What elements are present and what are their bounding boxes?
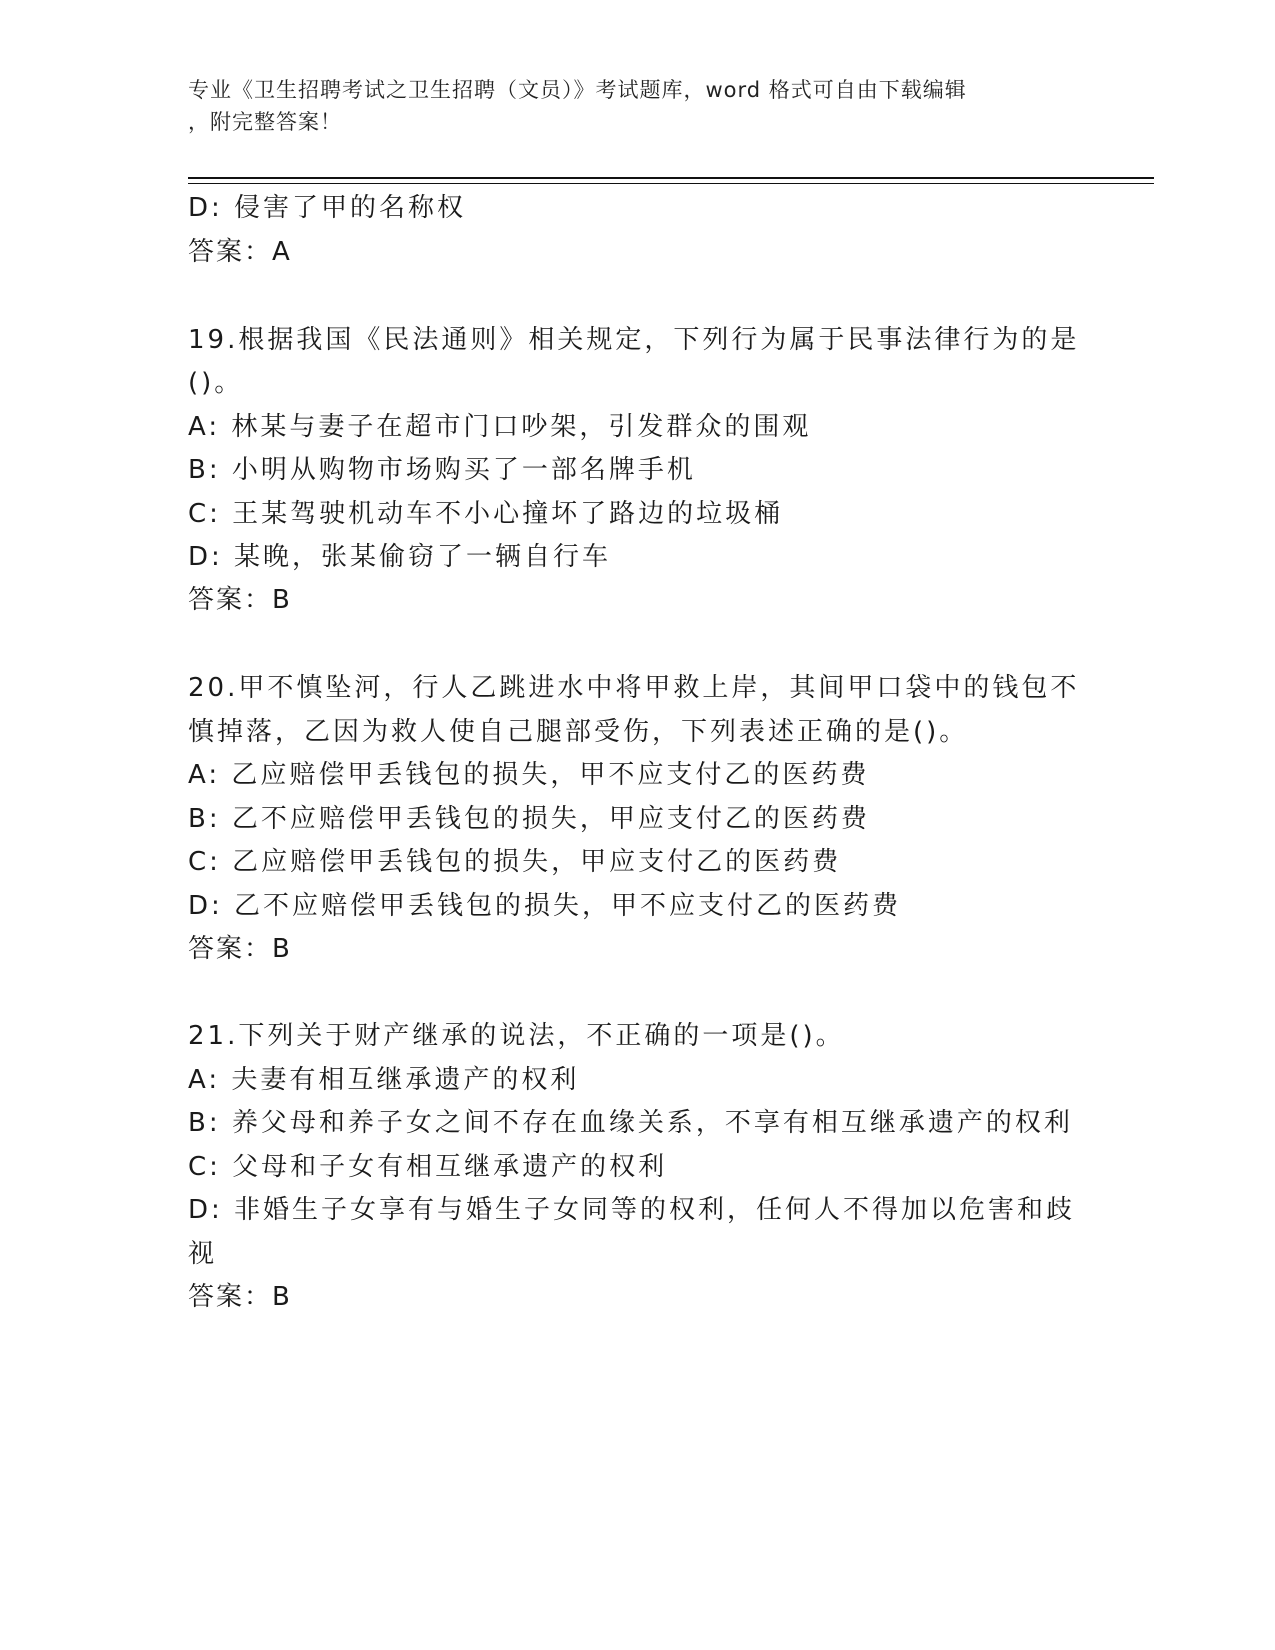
q19-stem-line-2: ()。 bbox=[188, 368, 244, 398]
q21-option-d-line-2: 视 bbox=[188, 1239, 218, 1269]
header-line-2: ，附完整答案！ bbox=[188, 110, 342, 134]
q21-answer: 答案：B bbox=[188, 1282, 292, 1312]
header-line-1: 专业《卫生招聘考试之卫生招聘（文员）》考试题库，word 格式可自由下载编辑 bbox=[188, 78, 967, 102]
q20-option-d: D: 乙不应赔偿甲丢钱包的损失，甲不应支付乙的医药费 bbox=[188, 891, 902, 921]
prev-answer: 答案：A bbox=[188, 237, 292, 267]
q21-option-c: C: 父母和子女有相互继承遗产的权利 bbox=[188, 1152, 668, 1182]
q19-answer: 答案：B bbox=[188, 585, 292, 615]
header-divider-thin bbox=[188, 183, 1154, 184]
q20-stem-line-1: 20.甲不慎坠河，行人乙跳进水中将甲救上岸，其间甲口袋中的钱包不 bbox=[188, 673, 1080, 703]
page-header bbox=[188, 74, 1068, 138]
q21-option-b: B: 养父母和养子女之间不存在血缘关系，不享有相互继承遗产的权利 bbox=[188, 1108, 1073, 1138]
q20-answer: 答案：B bbox=[188, 934, 292, 964]
q19-option-c: C: 王某驾驶机动车不小心撞坏了路边的垃圾桶 bbox=[188, 499, 784, 529]
q21-stem-line-1: 21.下列关于财产继承的说法，不正确的一项是()。 bbox=[188, 1021, 845, 1051]
q20-option-b: B: 乙不应赔偿甲丢钱包的损失，甲应支付乙的医药费 bbox=[188, 804, 870, 834]
header-divider-thick bbox=[188, 177, 1154, 179]
q19-option-b: B: 小明从购物市场购买了一部名牌手机 bbox=[188, 455, 696, 485]
prev-option-d: D: 侵害了甲的名称权 bbox=[188, 193, 467, 223]
q20-option-a: A: 乙应赔偿甲丢钱包的损失，甲不应支付乙的医药费 bbox=[188, 760, 870, 790]
q19-stem-line-1: 19.根据我国《民法通则》相关规定，下列行为属于民事法律行为的是 bbox=[188, 325, 1080, 355]
q19-option-d: D: 某晚，张某偷窃了一辆自行车 bbox=[188, 542, 612, 572]
q20-stem-line-2: 慎掉落，乙因为救人使自己腿部受伤，下列表述正确的是()。 bbox=[188, 717, 969, 747]
q21-option-a: A: 夫妻有相互继承遗产的权利 bbox=[188, 1065, 580, 1095]
q20-option-c: C: 乙应赔偿甲丢钱包的损失，甲应支付乙的医药费 bbox=[188, 847, 842, 877]
q21-option-d-line-1: D: 非婚生子女享有与婚生子女同等的权利，任何人不得加以危害和歧 bbox=[188, 1195, 1076, 1225]
q19-option-a: A: 林某与妻子在超市门口吵架，引发群众的围观 bbox=[188, 412, 812, 442]
